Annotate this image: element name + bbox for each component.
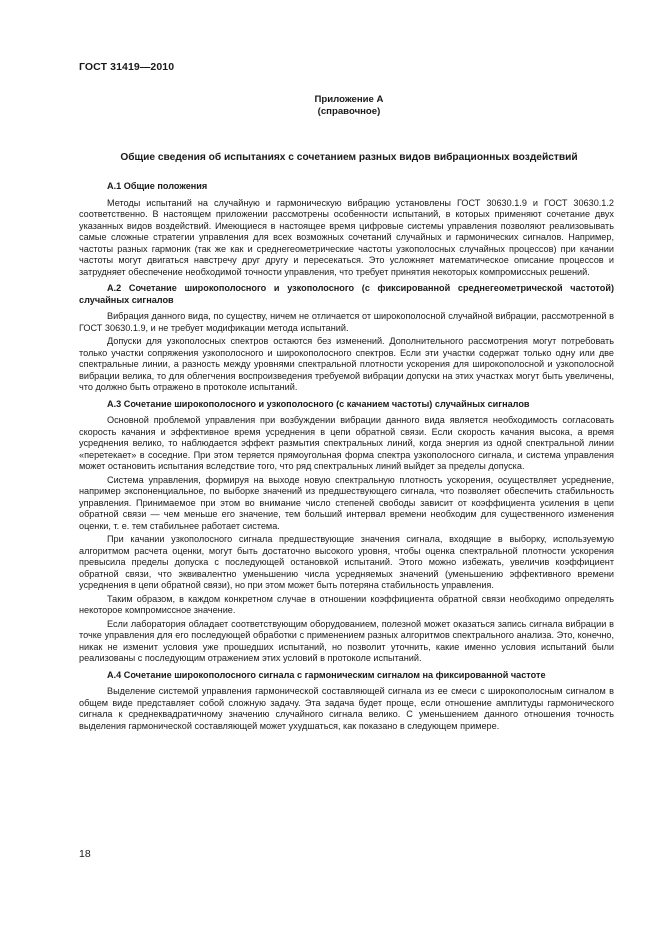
paragraph: Система управления, формируя на выходе новую спектральную плотность ускорения, осуществляет усреднение, например экспоненциальное, по выборке значений из предшествующего сигнала, что позволяет обеспечить стабильность управления. Принимаемое при этом во внимание число степеней свободы зависит от коэффициента усиления в цепи обратной связи — чем меньше его значение, тем больший интервал времени необходим для существенного изменения оценки, т. е. тем стабильнее работает система. xyxy=(79,474,614,531)
document-code: ГОСТ 31419—2010 xyxy=(79,61,175,73)
paragraph: Таким образом, в каждом конкретном случае в отношении коэффициента обратной связи необходимо определять некоторое компромиссное значение. xyxy=(79,593,614,615)
paragraph: Если лаборатория обладает соответствующим оборудованием, полезной может оказаться запись сигнала вибрации в точке управления для его последующей обработки с применением разных алгоритмов спектрального анализа. Это, конечно, никак не изменит условия уже прошедших испытаний, но позволит уточнить, какие именно условия испытаний были реализованы с последующим отражением этих условий в протоколе испытаний. xyxy=(79,618,614,663)
paragraph: Вибрация данного вида, по существу, ничем не отличается от широкополосной случайной вибрации, рассмотренной в ГОСТ 30630.1.9, и не требует модификации метода испытаний. xyxy=(79,311,614,333)
paragraph: Выделение системой управления гармонической составляющей сигнала из ее смеси с широкополосным сигналом в общем виде представляет собой сложную задачу. Эта задача будет проще, если отношение амплитуды гармонического сигнала к среднеквадратичному значению случайного сигнала велико. С уменьшением данного отношения точность выделения гармонической составляющей может ухудшаться, как показано в следующем примере. xyxy=(79,686,614,731)
paragraph: Допуски для узкополосных спектров остаются без изменений. Дополнительного рассмотрения могут потребовать только участки сопряжения узкополосного и широкополосного спектров. Если эти участки содержат только одну или две спектральные линии, а разность между уровнями спектральной плотности ускорения для широкополосной и узкополосной вибрации велика, то для облегчения воспроизведения требуемой вибрации допуски на этих участках могут быть увеличены, что должно быть отражено в протоколе испытаний. xyxy=(79,336,614,392)
section-heading-a4: А.4 Сочетание широкополосного сигнала с гармоническим сигналом на фиксированной частоте xyxy=(107,669,546,680)
paragraph: Методы испытаний на случайную и гармоническую вибрацию установлены ГОСТ 30630.1.9 и ГОСТ 30630.1.2 соответственно. В настоящем приложении рассмотрены особенности испытаний, в которых применяют сочетание двух указанных видов воздействий. Имеющиеся в настоящее время цифровые системы управления позволяют реализовывать самые сложные стратегии управления для всех возможных сочетаний случайных и гармонических сигналов. Например, частоты разных гармоник (так же как и среднегеометрические частоты узкополосных случайных процессов) при качании частоты могут двигаться навстречу друг другу и пересекаться. Это усложняет математическое описание процессов и затрудняет обеспечение необходимой точности управления, что требует принятия некоторых компромиссных решений. xyxy=(79,197,614,277)
annex-title: Общие сведения об испытаниях с сочетанием разных видов вибрационных воздействий xyxy=(120,152,578,163)
annex-label: Приложение А xyxy=(314,94,384,105)
annex-header xyxy=(79,94,619,117)
paragraph: Основной проблемой управления при возбуждении вибрации данного вида является необходимость согласовать скорость качания и эффективное время усреднения в цепи обратной связи. Если скорость качания высока, а время усреднения велико, то наблюдается эффект размытия спектральных линий, когда энергия из одной спектральной линии «перетекает» в соседние. При этом теряется прямоугольная форма спектра узкополосного сигнала, и система управления может остановить испытания вследствие того, что ряд спектральных линий выйдет за пределы допуска. xyxy=(79,415,614,471)
annex-note: (справочное) xyxy=(317,105,381,117)
section-heading-a2: А.2 Сочетание широкополосного и узкополосного (с фиксированной среднегеометрической частотой) случайных сигналов xyxy=(79,283,614,305)
document-body xyxy=(79,181,614,732)
paragraph: При качании узкополосного сигнала предшествующие значения сигнала, входящие в выборку, используемую алгоритмом расчета оценки, могут быть достаточно высокого уровня, чтобы оценка спектральной плотности ускорения превысила пределы допуска с последующей остановкой испытаний. Этого можно избежать, увеличив коэффициент обратной связи, что эквивалентно уменьшению числа усредняемых значений (уменьшению эффективного времени усреднения в цепи обратной связи), но при этом может быть потеряна стабильность управления. xyxy=(79,534,614,590)
section-heading-a3: А.3 Сочетание широкополосного и узкополосного (с качанием частоты) случайных сигналов xyxy=(107,398,530,409)
page-number: 18 xyxy=(79,848,91,860)
section-heading-a1: А.1 Общие положения xyxy=(107,181,208,191)
